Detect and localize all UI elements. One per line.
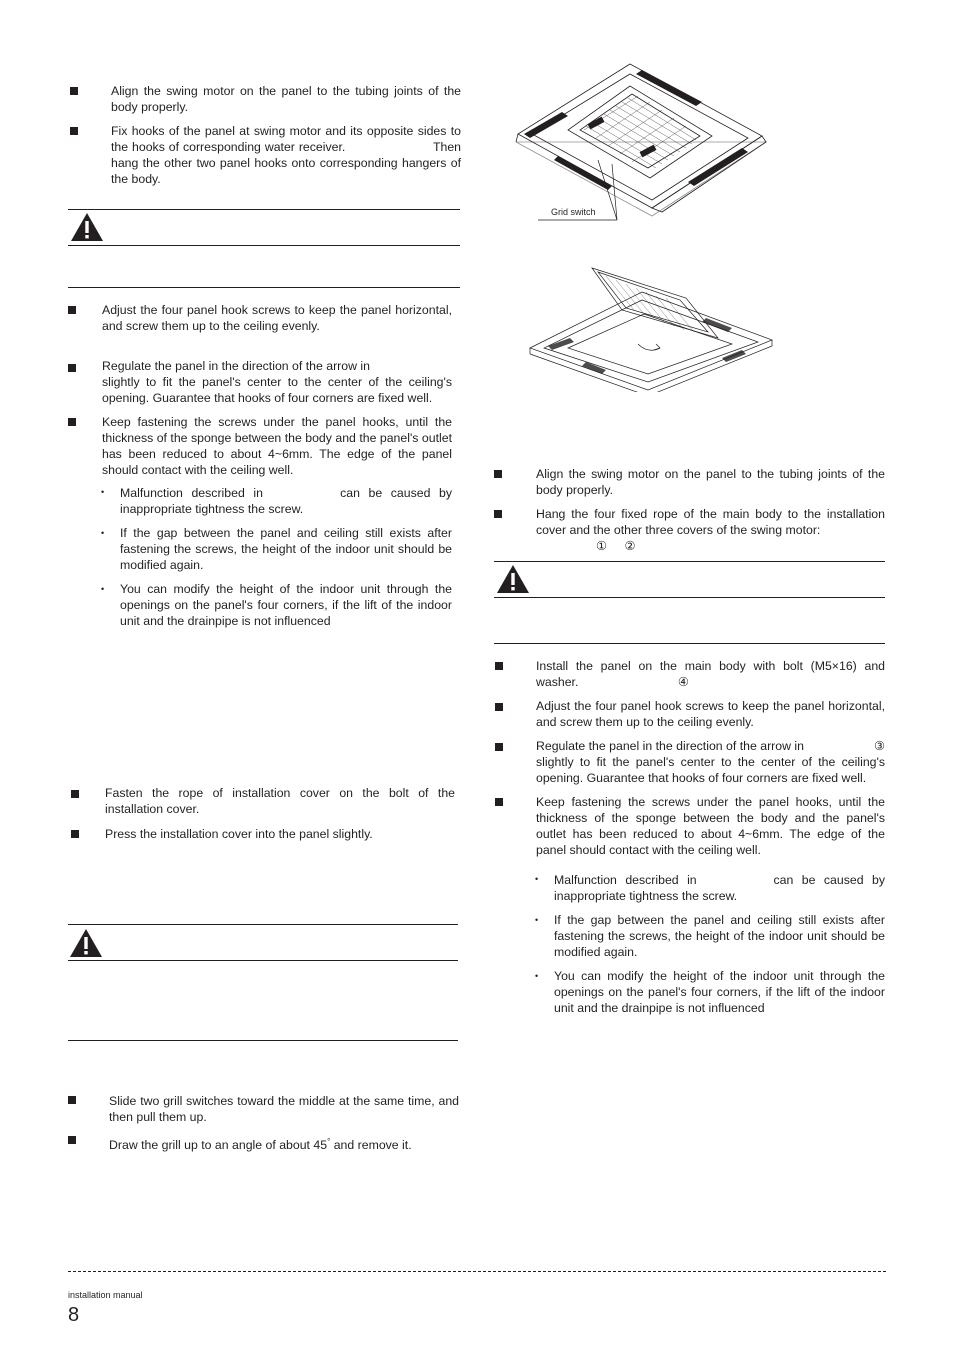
- sub-bullet-icon: •: [535, 971, 539, 981]
- step-keep-fastening-right: Keep fastening the screws under the panel hooks, until the thickness of the sponge between the body and the panel's outlet has been reduced to about 4~6mm. The edge of the panel should contact with the ceiling well.: [536, 795, 885, 857]
- note-malfunction-right: [554, 872, 885, 904]
- step-press-cover: Press the installation cover into the panel slightly.: [105, 827, 373, 841]
- square-bullet-icon: [71, 790, 79, 798]
- note-malfunction: [120, 485, 452, 517]
- note-malfunction-text-2: can be caused by inappropriate tightness the screw.: [120, 486, 453, 516]
- warning-bottom-rule: [68, 245, 460, 246]
- section-rule: [494, 643, 885, 644]
- warning-bottom-rule: [494, 597, 885, 598]
- sub-bullet-icon: •: [101, 487, 105, 497]
- step-align-swing-motor: Align the swing motor on the panel to the tubing joints of the body properly.: [111, 84, 461, 114]
- step-regulate-panel-text: Regulate the panel in the direction of the arrow in: [102, 359, 370, 373]
- square-bullet-icon: [68, 306, 76, 314]
- step-draw-grill-text: Draw the grill up to an angle of about 45: [109, 1138, 328, 1153]
- step-adjust-screws: Adjust the four panel hook screws to keep the panel horizontal, and screw them up to the ceiling evenly.: [102, 303, 452, 333]
- step-hang-hooks-text: Then hang the other two panel hooks onto corresponding hangers of the body.: [111, 140, 461, 186]
- step-regulate-panel: [102, 358, 452, 406]
- note-gap-exists: If the gap between the panel and ceiling still exists after fastening the screws, the height of the indoor unit should be modified again.: [120, 526, 452, 572]
- warning-top-rule: [68, 209, 460, 210]
- section-rule: [68, 1040, 458, 1041]
- square-bullet-icon: [70, 127, 78, 135]
- step-slide-grill-switches: Slide two grill switches toward the middle at the same time, and then pull them up.: [109, 1094, 459, 1124]
- step-align-swing-motor-right: Align the swing motor on the panel to the tubing joints of the body properly.: [536, 467, 885, 497]
- warning-top-rule: [494, 561, 885, 562]
- step-keep-fastening: Keep fastening the screws under the panel hooks, until the thickness of the sponge between the body and the panel's outlet has been reduced to about 4~6mm. The edge of the panel should contact with the ceiling well.: [102, 415, 452, 477]
- step-draw-grill-text-2: and remove it.: [333, 1138, 412, 1153]
- step-hang-fixed-rope-text: Hang the four fixed rope of the main body to the installation cover and the other three covers of the swing motor:: [536, 507, 885, 537]
- square-bullet-icon: [71, 830, 79, 838]
- square-bullet-icon: [495, 798, 503, 806]
- square-bullet-icon: [495, 662, 503, 670]
- warning-triangle-icon: [69, 928, 103, 958]
- note-gap-exists-right: If the gap between the panel and ceiling still exists after fastening the screws, the height of the indoor unit should be modified again.: [554, 913, 885, 959]
- note-malfunction-right-text: Malfunction described in: [554, 873, 697, 887]
- grid-switch-label: Grid switch: [551, 207, 596, 217]
- square-bullet-icon: [68, 418, 76, 426]
- note-modify-height-right: You can modify the height of the indoor unit through the openings on the panel's four corners, if the lift of the indoor unit and the drainpipe is not influenced: [554, 969, 885, 1015]
- warning-top-rule: [68, 924, 458, 925]
- section-rule: [68, 287, 460, 288]
- sub-bullet-icon: •: [535, 915, 539, 925]
- square-bullet-icon: [70, 87, 78, 95]
- circled-two: ②: [624, 539, 636, 553]
- warning-bottom-rule: [68, 960, 458, 961]
- square-bullet-icon: [494, 510, 502, 518]
- square-bullet-icon: [68, 1136, 76, 1144]
- sub-bullet-icon: •: [101, 528, 105, 538]
- circled-four: ④: [677, 675, 689, 689]
- step-regulate-panel-right: [536, 738, 885, 786]
- page-number: 8: [68, 1304, 80, 1326]
- step-adjust-screws-right: Adjust the four panel hook screws to keep the panel horizontal, and screw them up to the ceiling evenly.: [536, 699, 885, 729]
- square-bullet-icon: [68, 1096, 76, 1104]
- step-regulate-panel-right-text-2: slightly to fit the panel's center to the center of the ceiling's opening. Guarantee that hooks of four corners are fixed well.: [536, 755, 885, 785]
- note-modify-height: You can modify the height of the indoor unit through the openings on the panel's four corners, if the lift of the indoor unit and the drainpipe is not influenced: [120, 582, 452, 628]
- step-install-panel-bolt-text: Install the panel on the main body with bolt (M5×16) and washer.: [536, 659, 885, 689]
- step-fix-hooks-text: Fix hooks of the panel at swing motor and its opposite sides to the hooks of corresponding water receiver.: [111, 124, 461, 154]
- step-regulate-panel-right-text: Regulate the panel in the direction of the arrow in: [536, 739, 804, 753]
- warning-triangle-icon: [70, 212, 104, 242]
- square-bullet-icon: [495, 743, 503, 751]
- footer-dashed-rule: [68, 1271, 886, 1272]
- square-bullet-icon: [495, 703, 503, 711]
- note-malfunction-right-text-2: can be caused by inappropriate tightness the screw.: [554, 873, 885, 903]
- step-fasten-rope: Fasten the rope of installation cover on the bolt of the installation cover.: [105, 786, 455, 816]
- square-bullet-icon: [494, 470, 502, 478]
- circled-three: ③: [873, 739, 885, 753]
- step-draw-grill: [109, 1134, 459, 1153]
- sub-bullet-icon: •: [535, 874, 539, 884]
- warning-triangle-icon: [496, 564, 530, 594]
- step-install-panel-bolt: [536, 658, 885, 690]
- square-bullet-icon: [68, 364, 76, 372]
- grill-raised-figure: [526, 262, 776, 392]
- step-fix-hooks: [111, 123, 461, 187]
- panel-grid-switch-figure: [512, 60, 772, 225]
- note-malfunction-text: Malfunction described in: [120, 486, 263, 500]
- step-regulate-panel-text-2: slightly to fit the panel's center to the center of the ceiling's opening. Guarantee that hooks of four corners are fixed well.: [102, 375, 452, 405]
- degree-symbol: °: [327, 1137, 331, 1146]
- step-hang-fixed-rope: [536, 506, 885, 554]
- circled-one: ①: [596, 539, 608, 553]
- footer-label: installation manual: [68, 1290, 143, 1300]
- sub-bullet-icon: •: [101, 584, 105, 594]
